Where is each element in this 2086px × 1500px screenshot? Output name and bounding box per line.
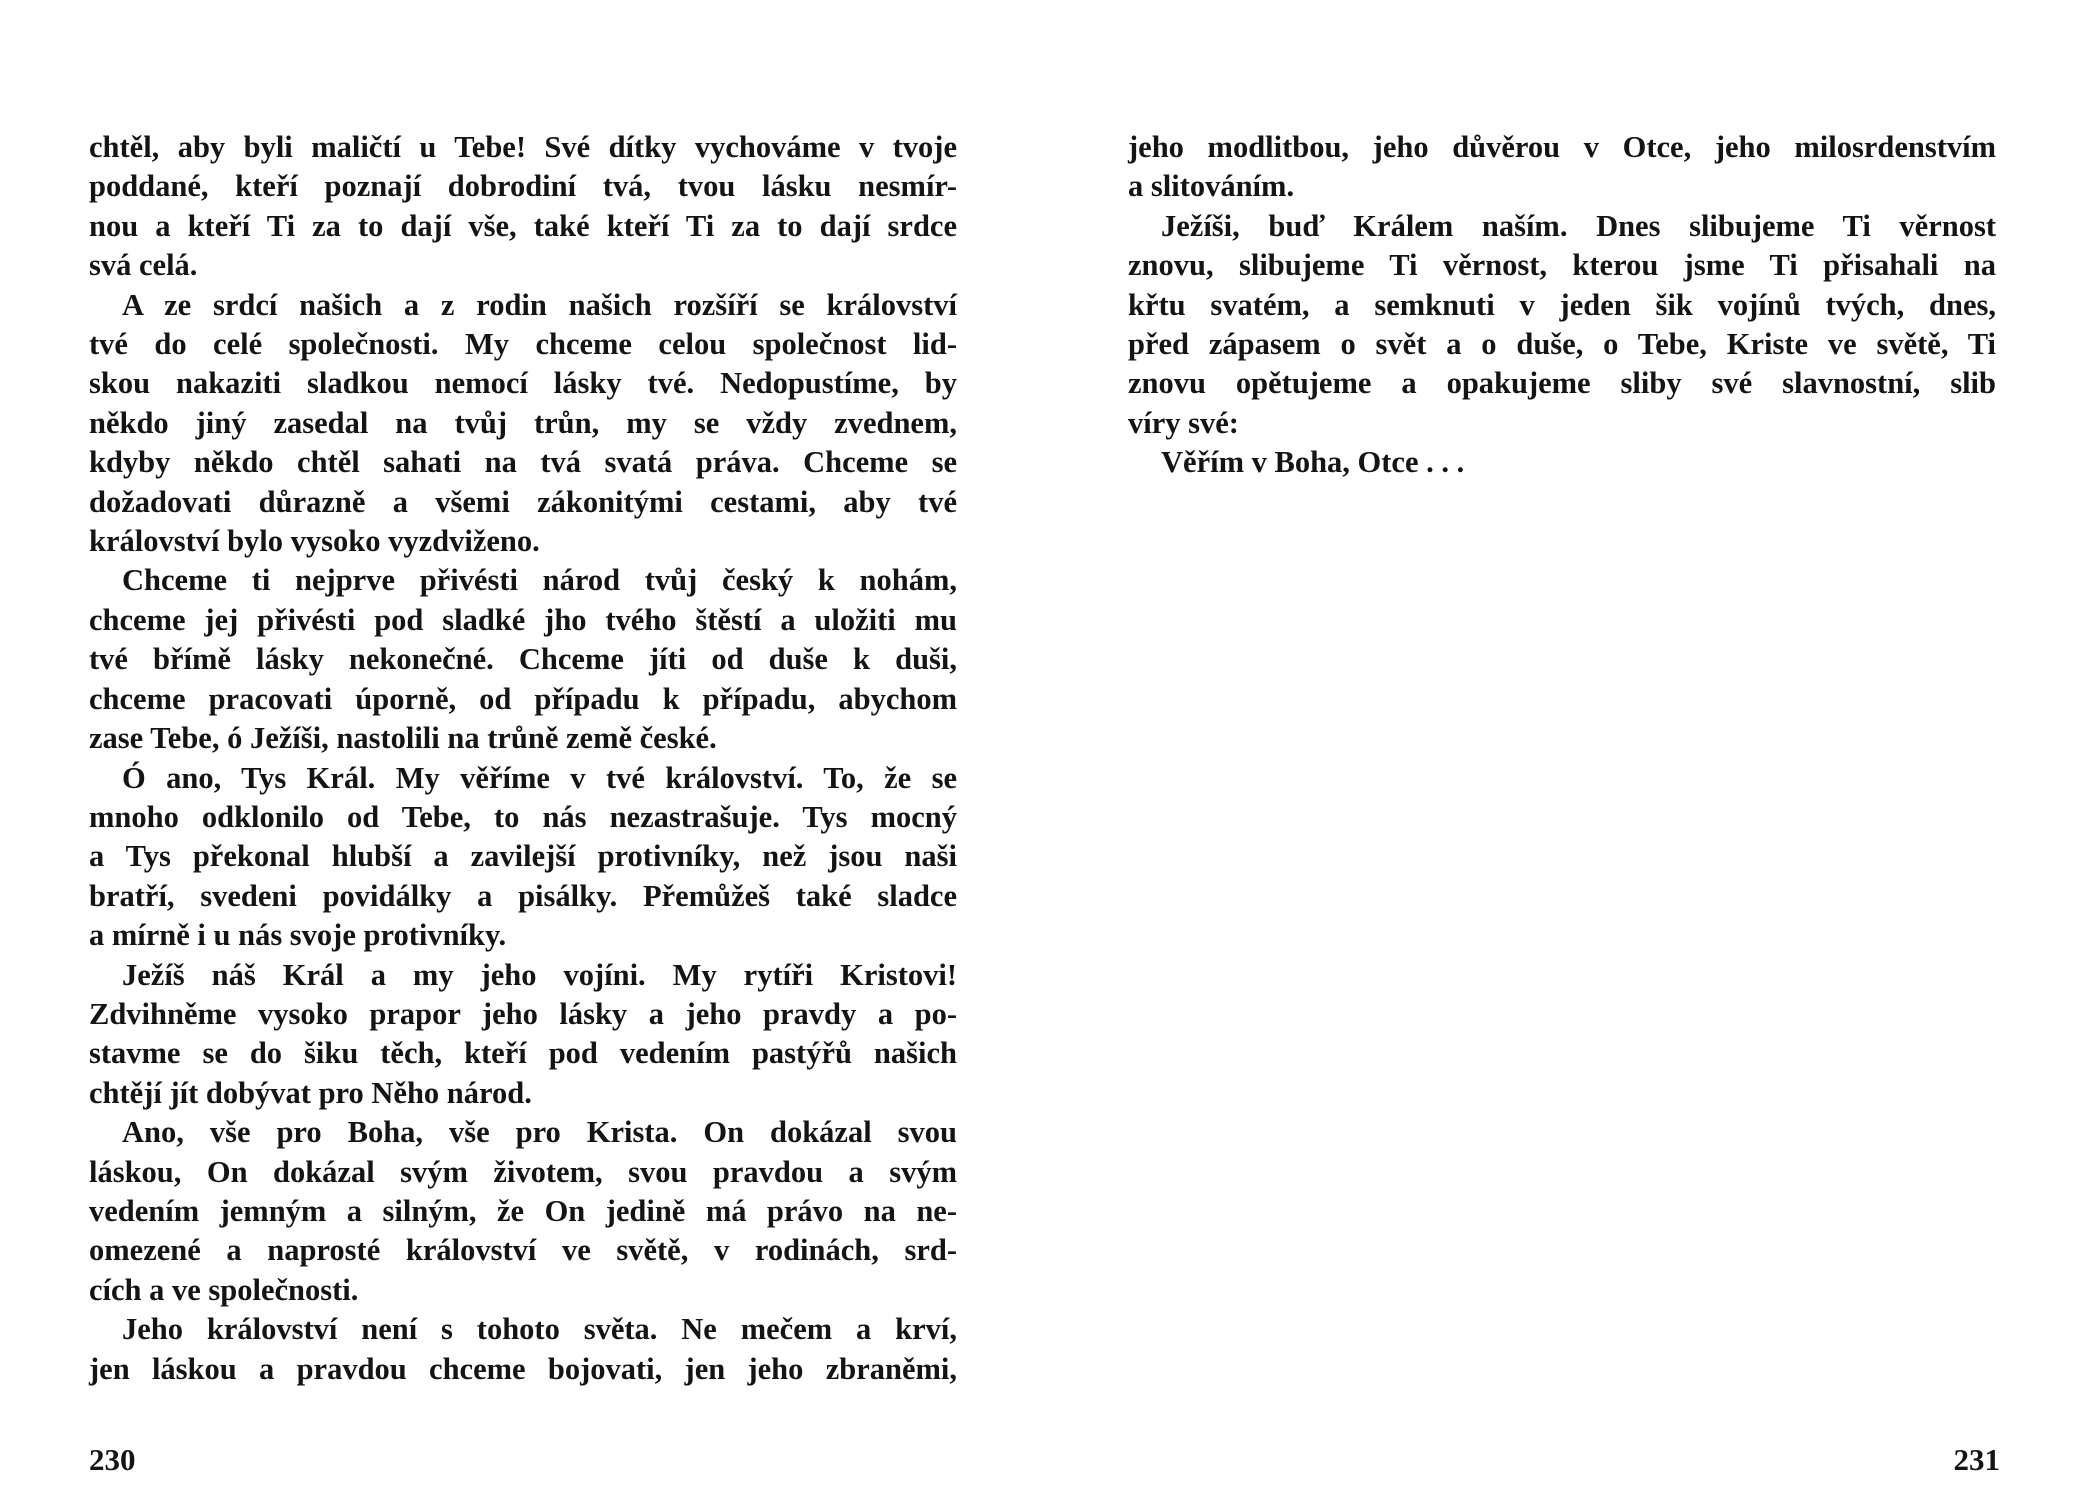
- paragraph: [89, 1310, 957, 1389]
- right-page-number: 231: [1953, 1442, 2000, 1477]
- text-line: Ježíš náš Král a my jeho vojíni. My rytíři Kristovi!: [122, 957, 957, 992]
- text-line: chceme pracovati úporně, od případu k případu, abychom: [89, 681, 957, 716]
- text-line: tvé do celé společnosti. My chceme celou společnost lid-: [89, 327, 957, 362]
- text-line: Zdvihněme vysoko prapor jeho lásky a jeho pravdy a po-: [89, 996, 957, 1031]
- left-page-number: 230: [89, 1442, 136, 1477]
- text-line: znovu, slibujeme Ti věrnost, kterou jsme Ti přisahali na: [1128, 248, 1996, 283]
- text-line: kdyby někdo chtěl sahati na tvá svatá práva. Chceme se: [89, 445, 957, 480]
- right-page-text: [1128, 128, 1996, 483]
- text-line: království bylo vysoko vyzdviženo.: [89, 524, 540, 559]
- paragraph: [1128, 207, 1996, 443]
- text-line: a slitováním.: [1128, 169, 1295, 204]
- text-line: chtěl, aby byli maličtí u Tebe! Své dítky vychováme v tvoje: [89, 130, 957, 164]
- text-line: zase Tebe, ó Ježíši, nastolili na trůně země české.: [89, 721, 717, 756]
- text-line: láskou, On dokázal svým životem, svou pravdou a svým: [89, 1154, 957, 1189]
- paragraph: [89, 759, 957, 956]
- text-line: a mírně i u nás svoje protivníky.: [89, 918, 507, 953]
- text-line: chceme jej přivésti pod sladké jho tvého štěstí a uložiti mu: [89, 602, 957, 637]
- text-line: nou a kteří Ti za to dají vše, také kteří Ti za to dají srdce: [89, 208, 957, 243]
- text-line: bratří, svedeni povidálky a pisálky. Přemůžeš také sladce: [89, 878, 957, 913]
- text-line: Ó ano, Tys Král. My věříme v tvé království. To, že se: [122, 760, 957, 795]
- text-line: Ano, vše pro Boha, vše pro Krista. On dokázal svou: [122, 1115, 957, 1150]
- text-line: tvé břímě lásky nekonečné. Chceme jíti od duše k duši,: [89, 642, 957, 677]
- text-line: před zápasem o svět a o duše, o Tebe, Kriste ve světě, Ti: [1128, 327, 1996, 362]
- text-line: cích a ve společnosti.: [89, 1272, 359, 1307]
- text-line: skou nakaziti sladkou nemocí lásky tvé. Nedopustíme, by: [89, 366, 957, 401]
- text-line: chtějí jít dobývat pro Něho národ.: [89, 1075, 532, 1110]
- left-page-text: [89, 128, 957, 1389]
- text-line: omezené a naprosté království ve světě, v rodinách, srd-: [89, 1233, 957, 1268]
- text-line: někdo jiný zasedal na tvůj trůn, my se vždy zvednem,: [89, 405, 957, 440]
- text-line: jeho modlitbou, jeho důvěrou v Otce, jeho milosrdenstvím: [1128, 130, 1996, 164]
- text-line: jen láskou a pravdou chceme bojovati, jen jeho zbraněmi,: [89, 1351, 957, 1386]
- text-line: Chceme ti nejprve přivésti národ tvůj český k nohám,: [122, 563, 957, 598]
- text-line: mnoho odklonilo od Tebe, to nás nezastrašuje. Tys mocný: [89, 799, 957, 834]
- text-line: Jeho království není s tohoto světa. Ne mečem a krví,: [122, 1312, 957, 1347]
- text-line: vedením jemným a silným, že On jedině má právo na ne-: [89, 1193, 957, 1228]
- paragraph: [1128, 443, 1996, 482]
- paragraph: [89, 128, 957, 286]
- right-page: [1043, 0, 2086, 1500]
- text-line: víry své:: [1128, 405, 1239, 440]
- text-line: Ježíši, buď Králem naším. Dnes slibujeme Ti věrnost: [1161, 208, 1996, 243]
- paragraph: [89, 561, 957, 758]
- text-line: A ze srdcí našich a z rodin našich rozšíří se království: [122, 287, 957, 322]
- paragraph: [89, 956, 957, 1114]
- text-line: svá celá.: [89, 248, 198, 283]
- text-line: stavme se do šiku těch, kteří pod vedením pastýřů našich: [89, 1036, 957, 1071]
- paragraph: [89, 1113, 957, 1310]
- text-line: znovu opětujeme a opakujeme sliby své slavnostní, slib: [1128, 366, 1996, 401]
- text-line: poddané, kteří poznají dobrodiní tvá, tvou lásku nesmír-: [89, 169, 957, 204]
- paragraph: [1128, 128, 1996, 207]
- text-line: dožadovati důrazně a všemi zákonitými cestami, aby tvé: [89, 484, 957, 519]
- text-line: Věřím v Boha, Otce . . .: [1161, 445, 1465, 480]
- text-line: a Tys překonal hlubší a zavilejší protivníky, než jsou naši: [89, 839, 957, 874]
- paragraph: [89, 286, 957, 562]
- text-line: křtu svatém, a semknuti v jeden šik vojínů tvých, dnes,: [1128, 287, 1996, 322]
